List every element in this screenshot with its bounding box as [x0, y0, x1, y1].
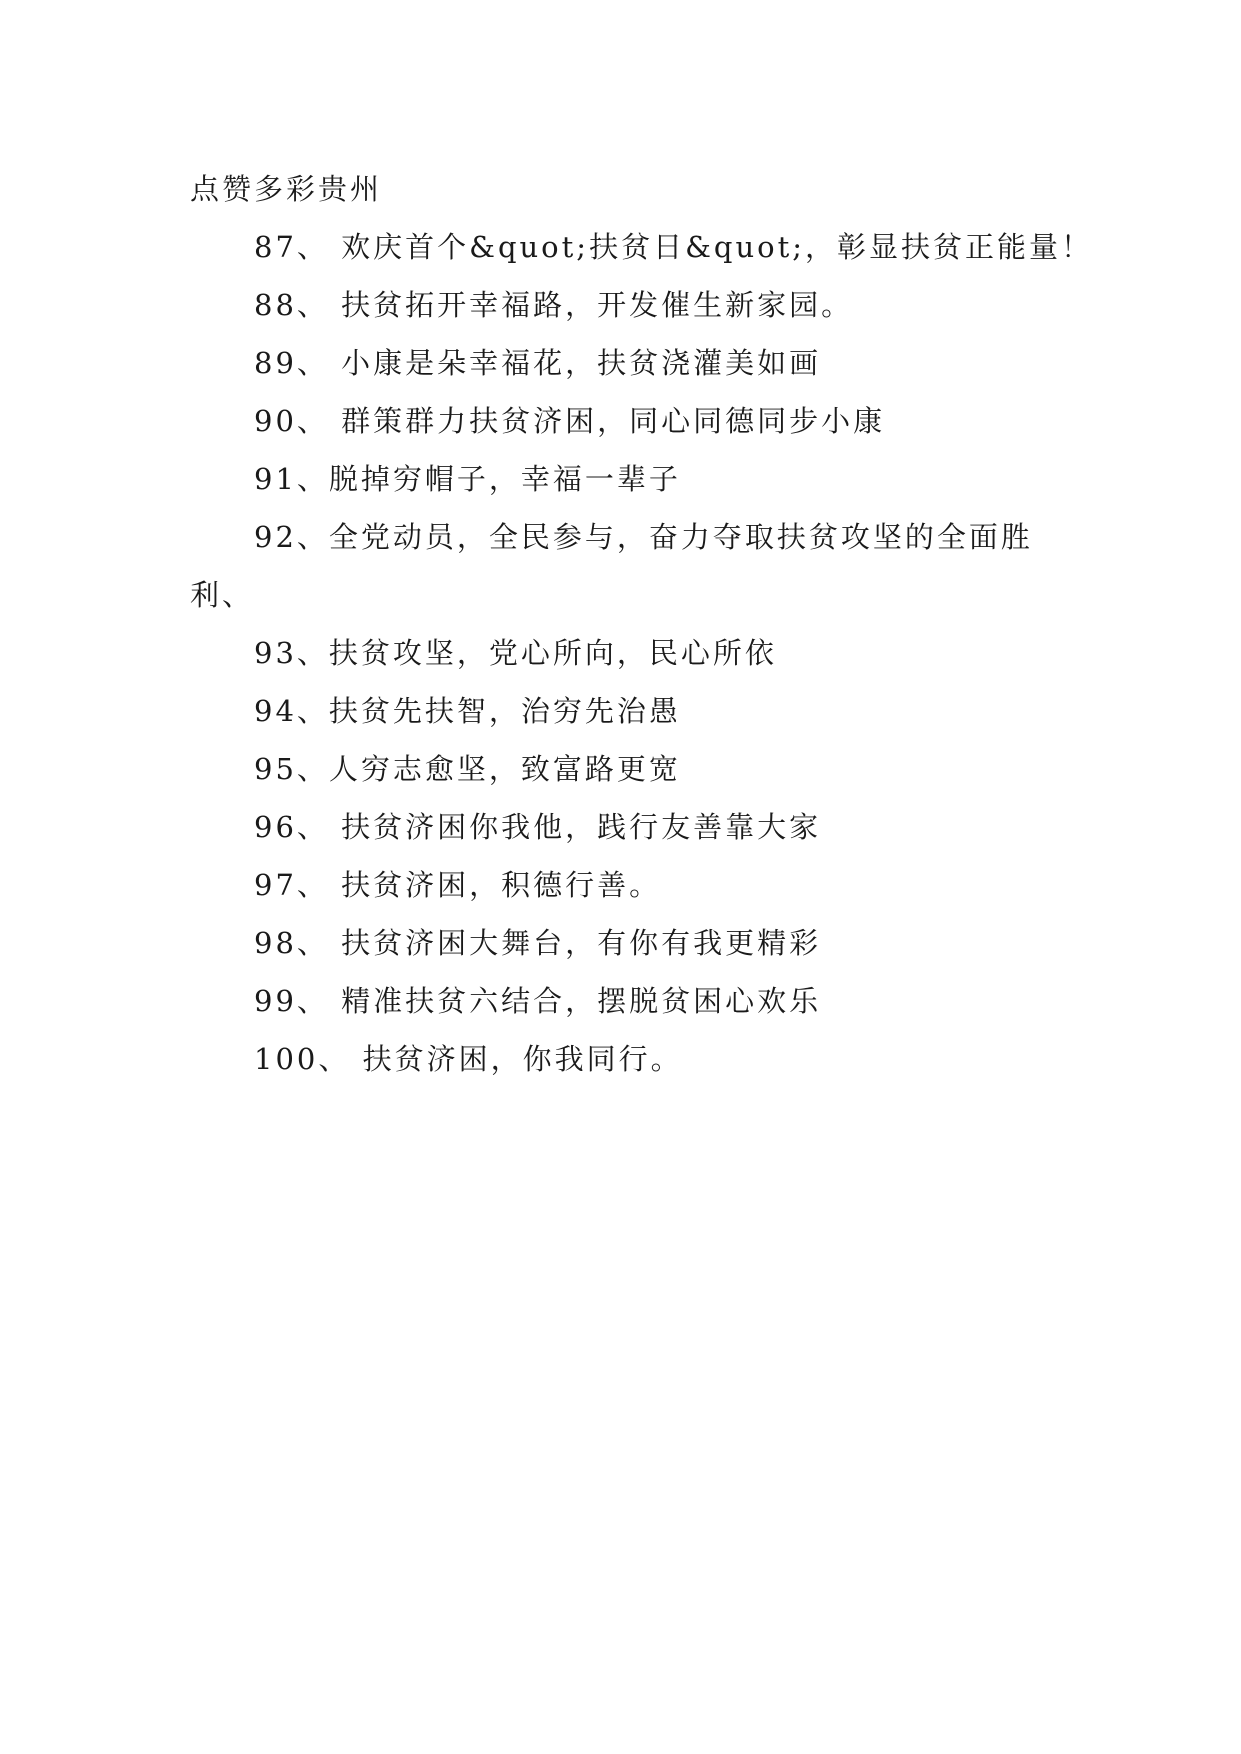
- heading-line: 点赞多彩贵州: [190, 172, 383, 206]
- item-number: 97、: [254, 868, 329, 902]
- list-item-92-continuation: 利、: [190, 578, 255, 612]
- item-number: 91、: [254, 462, 329, 496]
- item-number: 92、: [254, 520, 329, 554]
- item-number: 89、: [254, 346, 329, 380]
- list-item-91: [190, 450, 1060, 508]
- list-item-96: [190, 798, 1060, 856]
- item-number: 93、: [254, 636, 329, 670]
- item-number: 94、: [254, 694, 329, 728]
- list-item-87: [190, 218, 1094, 276]
- list-item-88: [190, 276, 1060, 334]
- item-text: 小康是朵幸福花，扶贫浇灌美如画: [328, 346, 822, 380]
- item-text: 全党动员，全民参与，奋力夺取扶贫攻坚的全面胜: [328, 520, 1033, 554]
- list-item-90: [190, 392, 1060, 450]
- list-item-97: [190, 856, 1060, 914]
- item-number: 96、: [254, 810, 329, 844]
- list-item-93: [190, 624, 1060, 682]
- item-number: 90、: [254, 404, 329, 438]
- item-text: 脱掉穷帽子，幸福一辈子: [328, 462, 681, 496]
- item-text: 扶贫济困，你我同行。: [350, 1042, 683, 1076]
- item-text: 扶贫济困你我他，践行友善靠大家: [328, 810, 822, 844]
- item-text: 欢庆首个&quot;扶贫日&quot;，彰显扶贫正能量！: [328, 230, 1094, 264]
- item-text: 精准扶贫六结合，摆脱贫困心欢乐: [328, 984, 822, 1018]
- list-item-99: [190, 972, 1060, 1030]
- item-text: 人穷志愈坚，致富路更宽: [328, 752, 681, 786]
- item-number: 99、: [254, 984, 329, 1018]
- list-item-94: [190, 682, 1060, 740]
- list-item-100: [190, 1030, 1060, 1088]
- item-number: 95、: [254, 752, 329, 786]
- list-item-98: [190, 914, 1060, 972]
- item-text: 扶贫济困，积德行善。: [328, 868, 662, 902]
- item-text: 扶贫攻坚，党心所向，民心所依: [328, 636, 777, 670]
- list-item-92: [190, 508, 1060, 566]
- item-text: 扶贫济困大舞台，有你有我更精彩: [328, 926, 822, 960]
- item-text: 群策群力扶贫济困，同心同德同步小康: [328, 404, 886, 438]
- item-text: 扶贫拓开幸福路，开发催生新家园。: [328, 288, 854, 322]
- list-item-89: [190, 334, 1060, 392]
- item-number: 87、: [254, 230, 329, 264]
- item-number: 88、: [254, 288, 329, 322]
- item-number: 100、: [254, 1042, 351, 1076]
- document-body: [190, 160, 1094, 1088]
- list-item-95: [190, 740, 1060, 798]
- item-text: 扶贫先扶智，治穷先治愚: [328, 694, 681, 728]
- item-number: 98、: [254, 926, 329, 960]
